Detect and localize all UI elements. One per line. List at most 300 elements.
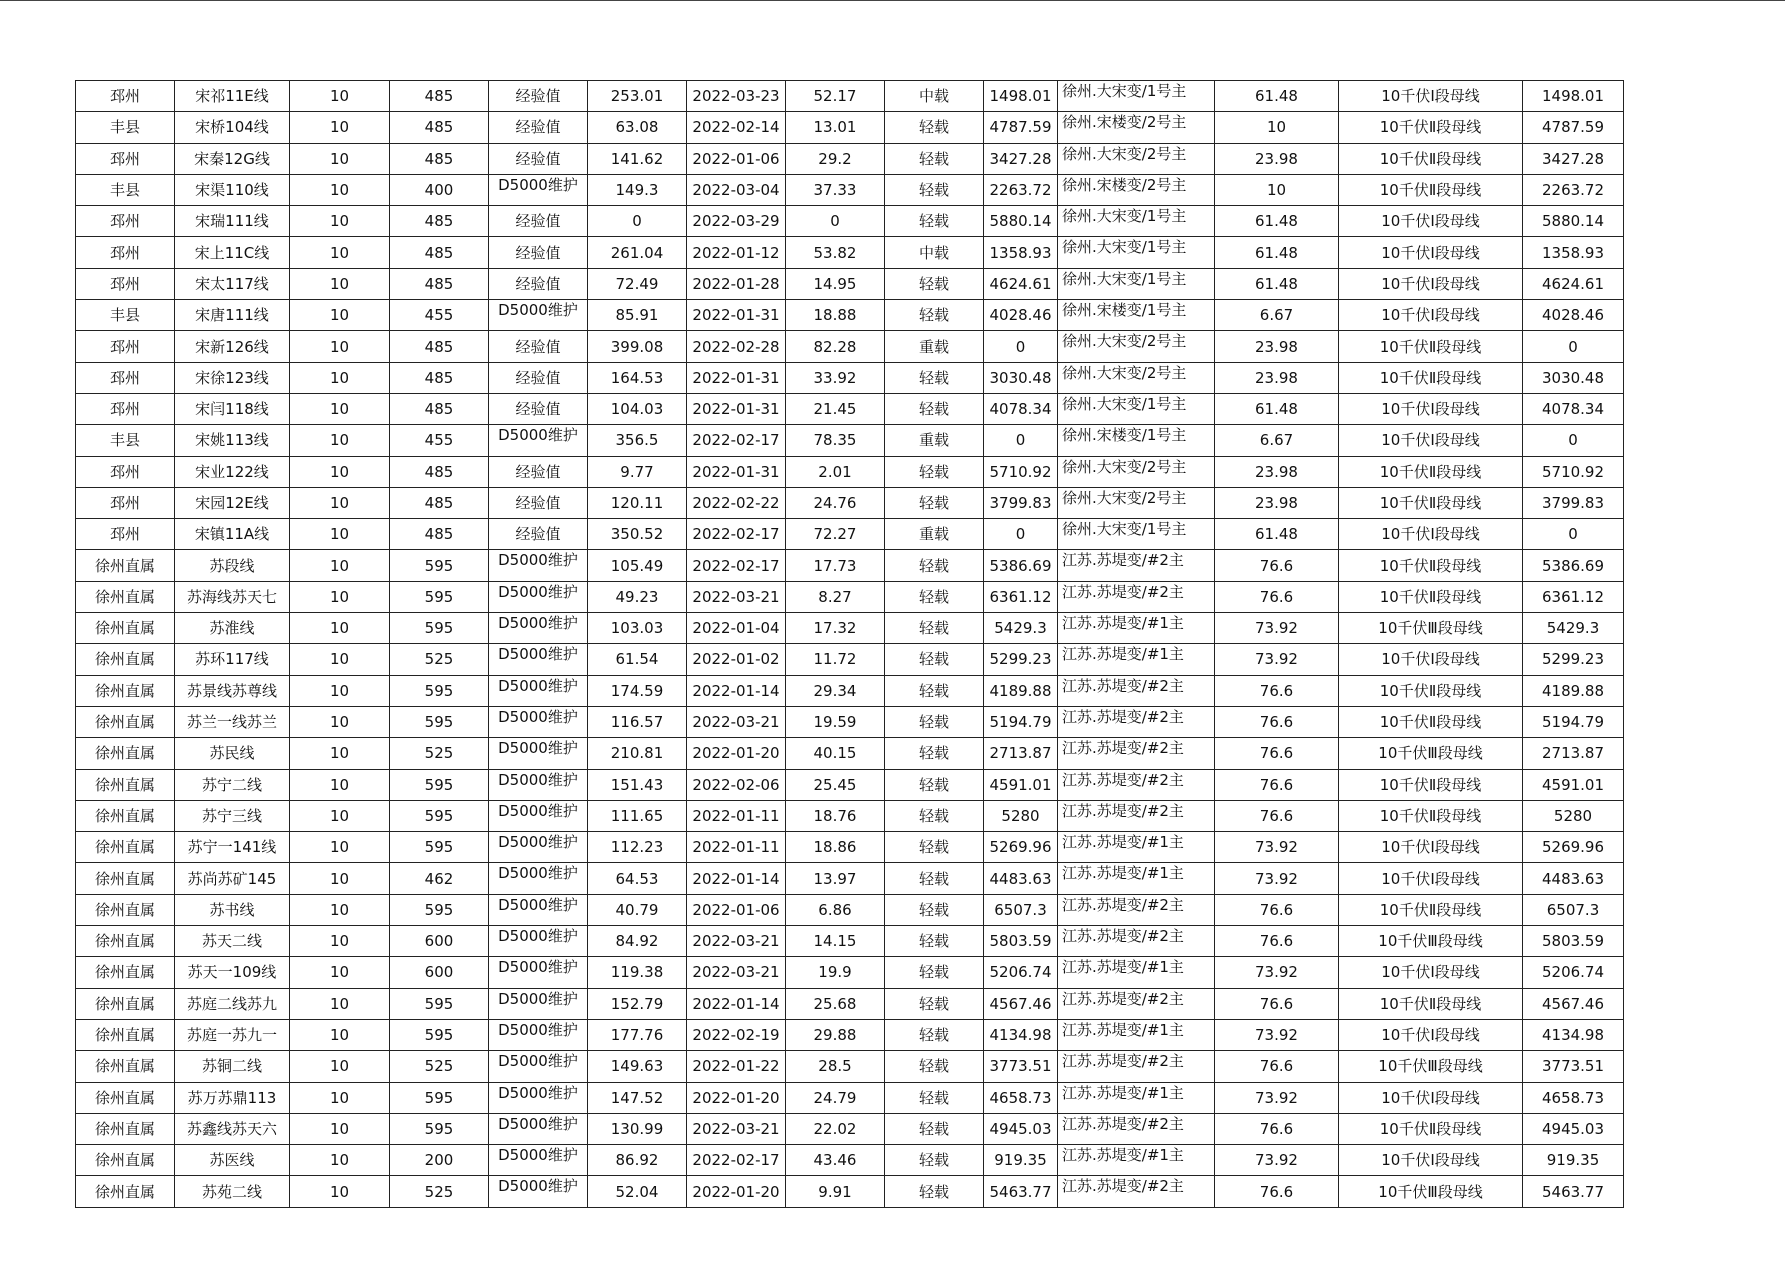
load-status-cell: 轻载: [885, 738, 984, 769]
date-cell: 2022-02-17: [687, 1145, 786, 1176]
date-cell: 2022-02-17: [687, 550, 786, 581]
bus-section-cell: 10千伏Ⅱ段母线: [1339, 581, 1523, 612]
rated-current-cell: 525: [390, 644, 489, 675]
feeder-name-cell: 宋上11C线: [175, 237, 290, 268]
rated-current-cell: 455: [390, 425, 489, 456]
rated-current-cell: 485: [390, 237, 489, 268]
source-method-cell: 经验值: [489, 393, 588, 424]
transformer-rate-cell: 76.6: [1215, 738, 1339, 769]
bus-section-cell: 10千伏Ⅰ段母线: [1339, 1019, 1523, 1050]
feeder-name-cell: 宋姚113线: [175, 425, 290, 456]
available-capacity-cell: 3030.48: [1523, 362, 1624, 393]
feeder-name-cell: 苏尚苏矿145: [175, 863, 290, 894]
table-body: [76, 81, 1624, 1208]
bus-section-cell: 10千伏Ⅱ段母线: [1339, 362, 1523, 393]
district-cell: 邳州: [76, 143, 175, 174]
voltage-cell: 10: [290, 268, 390, 299]
load-rate-cell: 18.76: [786, 800, 885, 831]
date-cell: 2022-01-20: [687, 1082, 786, 1113]
table-row: [76, 1113, 1624, 1144]
date-cell: 2022-03-21: [687, 926, 786, 957]
district-cell: 徐州直属: [76, 1145, 175, 1176]
transformer-cell: 徐州.大宋变/2号主: [1058, 143, 1215, 174]
date-cell: 2022-01-20: [687, 1176, 786, 1207]
transformer-cell: 江苏.苏堤变/#1主: [1058, 832, 1215, 863]
transformer-cell: 江苏.苏堤变/#2主: [1058, 675, 1215, 706]
available-capacity-cell: 6361.12: [1523, 581, 1624, 612]
available-capacity-cell: 919.35: [1523, 1145, 1624, 1176]
available-capacity-cell: 4134.98: [1523, 1019, 1624, 1050]
voltage-cell: 10: [290, 1051, 390, 1082]
feeder-name-cell: 苏苑二线: [175, 1176, 290, 1207]
rated-current-cell: 485: [390, 487, 489, 518]
spare-capacity-cell: 5206.74: [984, 957, 1058, 988]
source-method-cell: D5000维护: [489, 1019, 588, 1050]
date-cell: 2022-01-31: [687, 362, 786, 393]
available-capacity-cell: 3799.83: [1523, 487, 1624, 518]
transformer-rate-cell: 23.98: [1215, 362, 1339, 393]
voltage-cell: 10: [290, 832, 390, 863]
district-cell: 丰县: [76, 300, 175, 331]
date-cell: 2022-01-28: [687, 268, 786, 299]
transformer-rate-cell: 76.6: [1215, 675, 1339, 706]
load-status-cell: 轻载: [885, 894, 984, 925]
date-cell: 2022-02-17: [687, 425, 786, 456]
rated-current-cell: 595: [390, 550, 489, 581]
source-method-cell: 经验值: [489, 112, 588, 143]
source-method-cell: D5000维护: [489, 1051, 588, 1082]
rated-current-cell: 525: [390, 738, 489, 769]
feeder-name-cell: 苏宁三线: [175, 800, 290, 831]
transformer-rate-cell: 61.48: [1215, 519, 1339, 550]
load-rate-cell: 14.95: [786, 268, 885, 299]
load-status-cell: 轻载: [885, 706, 984, 737]
transformer-cell: 徐州.大宋变/2号主: [1058, 487, 1215, 518]
voltage-cell: 10: [290, 81, 390, 112]
load-rate-cell: 9.91: [786, 1176, 885, 1207]
available-capacity-cell: 4591.01: [1523, 769, 1624, 800]
available-capacity-cell: 5280: [1523, 800, 1624, 831]
available-capacity-cell: 0: [1523, 425, 1624, 456]
bus-section-cell: 10千伏Ⅰ段母线: [1339, 519, 1523, 550]
available-capacity-cell: 3427.28: [1523, 143, 1624, 174]
transformer-rate-cell: 61.48: [1215, 81, 1339, 112]
date-cell: 2022-02-17: [687, 519, 786, 550]
transformer-cell: 徐州.大宋变/1号主: [1058, 519, 1215, 550]
current-value-cell: 177.76: [588, 1019, 687, 1050]
table-row: [76, 268, 1624, 299]
current-value-cell: 356.5: [588, 425, 687, 456]
transformer-rate-cell: 76.6: [1215, 800, 1339, 831]
available-capacity-cell: 5429.3: [1523, 613, 1624, 644]
voltage-cell: 10: [290, 988, 390, 1019]
table-row: [76, 581, 1624, 612]
table-row: [76, 425, 1624, 456]
voltage-cell: 10: [290, 738, 390, 769]
feeder-name-cell: 苏庭一苏九一: [175, 1019, 290, 1050]
table-row: [76, 863, 1624, 894]
transformer-rate-cell: 76.6: [1215, 1051, 1339, 1082]
feeder-name-cell: 苏景线苏尊线: [175, 675, 290, 706]
bus-section-cell: 10千伏Ⅱ段母线: [1339, 112, 1523, 143]
load-status-cell: 轻载: [885, 174, 984, 205]
rated-current-cell: 400: [390, 174, 489, 205]
available-capacity-cell: 5269.96: [1523, 832, 1624, 863]
spare-capacity-cell: 6361.12: [984, 581, 1058, 612]
rated-current-cell: 595: [390, 832, 489, 863]
rated-current-cell: 485: [390, 206, 489, 237]
load-status-cell: 轻载: [885, 581, 984, 612]
bus-section-cell: 10千伏Ⅰ段母线: [1339, 237, 1523, 268]
current-value-cell: 104.03: [588, 393, 687, 424]
spare-capacity-cell: 5194.79: [984, 706, 1058, 737]
source-method-cell: D5000维护: [489, 769, 588, 800]
load-rate-cell: 21.45: [786, 393, 885, 424]
date-cell: 2022-01-11: [687, 800, 786, 831]
bus-section-cell: 10千伏Ⅰ段母线: [1339, 206, 1523, 237]
load-rate-cell: 14.15: [786, 926, 885, 957]
load-status-cell: 重载: [885, 425, 984, 456]
date-cell: 2022-01-04: [687, 613, 786, 644]
load-status-cell: 轻载: [885, 300, 984, 331]
load-rate-cell: 11.72: [786, 644, 885, 675]
transformer-rate-cell: 76.6: [1215, 1113, 1339, 1144]
table-row: [76, 957, 1624, 988]
current-value-cell: 9.77: [588, 456, 687, 487]
rated-current-cell: 525: [390, 1051, 489, 1082]
date-cell: 2022-02-14: [687, 112, 786, 143]
rated-current-cell: 462: [390, 863, 489, 894]
available-capacity-cell: 4624.61: [1523, 268, 1624, 299]
transformer-cell: 江苏.苏堤变/#2主: [1058, 769, 1215, 800]
load-status-cell: 中载: [885, 81, 984, 112]
spare-capacity-cell: 4591.01: [984, 769, 1058, 800]
district-cell: 徐州直属: [76, 581, 175, 612]
spare-capacity-cell: 5710.92: [984, 456, 1058, 487]
load-status-cell: 轻载: [885, 957, 984, 988]
spare-capacity-cell: 6507.3: [984, 894, 1058, 925]
current-value-cell: 111.65: [588, 800, 687, 831]
district-cell: 徐州直属: [76, 1113, 175, 1144]
transformer-cell: 江苏.苏堤变/#2主: [1058, 1113, 1215, 1144]
voltage-cell: 10: [290, 362, 390, 393]
spare-capacity-cell: 4945.03: [984, 1113, 1058, 1144]
table-row: [76, 1051, 1624, 1082]
transformer-rate-cell: 76.6: [1215, 894, 1339, 925]
rated-current-cell: 485: [390, 362, 489, 393]
bus-section-cell: 10千伏Ⅱ段母线: [1339, 769, 1523, 800]
date-cell: 2022-03-29: [687, 206, 786, 237]
voltage-cell: 10: [290, 706, 390, 737]
district-cell: 徐州直属: [76, 1082, 175, 1113]
table-row: [76, 206, 1624, 237]
bus-section-cell: 10千伏Ⅰ段母线: [1339, 81, 1523, 112]
feeder-name-cell: 苏兰一线苏兰: [175, 706, 290, 737]
available-capacity-cell: 4658.73: [1523, 1082, 1624, 1113]
transformer-rate-cell: 76.6: [1215, 581, 1339, 612]
spare-capacity-cell: 0: [984, 331, 1058, 362]
bus-section-cell: 10千伏Ⅱ段母线: [1339, 456, 1523, 487]
current-value-cell: 147.52: [588, 1082, 687, 1113]
voltage-cell: 10: [290, 1145, 390, 1176]
district-cell: 徐州直属: [76, 675, 175, 706]
transformer-rate-cell: 76.6: [1215, 926, 1339, 957]
load-rate-cell: 29.34: [786, 675, 885, 706]
load-rate-cell: 8.27: [786, 581, 885, 612]
table-row: [76, 832, 1624, 863]
bus-section-cell: 10千伏Ⅱ段母线: [1339, 487, 1523, 518]
rated-current-cell: 485: [390, 456, 489, 487]
transformer-cell: 江苏.苏堤变/#1主: [1058, 613, 1215, 644]
bus-section-cell: 10千伏Ⅰ段母线: [1339, 1082, 1523, 1113]
transformer-cell: 徐州.大宋变/2号主: [1058, 331, 1215, 362]
feeder-name-cell: 宋镇11A线: [175, 519, 290, 550]
voltage-cell: 10: [290, 393, 390, 424]
district-cell: 邳州: [76, 81, 175, 112]
spare-capacity-cell: 2263.72: [984, 174, 1058, 205]
load-status-cell: 轻载: [885, 613, 984, 644]
bus-section-cell: 10千伏Ⅲ段母线: [1339, 926, 1523, 957]
load-status-cell: 重载: [885, 519, 984, 550]
district-cell: 徐州直属: [76, 894, 175, 925]
current-value-cell: 61.54: [588, 644, 687, 675]
date-cell: 2022-01-14: [687, 863, 786, 894]
district-cell: 徐州直属: [76, 863, 175, 894]
load-status-cell: 轻载: [885, 769, 984, 800]
table-row: [76, 393, 1624, 424]
current-value-cell: 399.08: [588, 331, 687, 362]
district-cell: 邳州: [76, 519, 175, 550]
rated-current-cell: 595: [390, 1019, 489, 1050]
current-value-cell: 151.43: [588, 769, 687, 800]
table-row: [76, 550, 1624, 581]
current-value-cell: 72.49: [588, 268, 687, 299]
source-method-cell: D5000维护: [489, 1082, 588, 1113]
current-value-cell: 210.81: [588, 738, 687, 769]
available-capacity-cell: 4567.46: [1523, 988, 1624, 1019]
source-method-cell: D5000维护: [489, 863, 588, 894]
bus-section-cell: 10千伏Ⅰ段母线: [1339, 300, 1523, 331]
table-row: [76, 1082, 1624, 1113]
transformer-rate-cell: 23.98: [1215, 143, 1339, 174]
district-cell: 邳州: [76, 487, 175, 518]
load-rate-cell: 25.45: [786, 769, 885, 800]
bus-section-cell: 10千伏Ⅱ段母线: [1339, 988, 1523, 1019]
rated-current-cell: 595: [390, 1113, 489, 1144]
feeder-name-cell: 苏医线: [175, 1145, 290, 1176]
current-value-cell: 141.62: [588, 143, 687, 174]
voltage-cell: 10: [290, 926, 390, 957]
current-value-cell: 52.04: [588, 1176, 687, 1207]
current-value-cell: 152.79: [588, 988, 687, 1019]
available-capacity-cell: 4787.59: [1523, 112, 1624, 143]
source-method-cell: D5000维护: [489, 738, 588, 769]
transformer-cell: 徐州.大宋变/1号主: [1058, 237, 1215, 268]
rated-current-cell: 485: [390, 143, 489, 174]
source-method-cell: D5000维护: [489, 425, 588, 456]
table-row: [76, 644, 1624, 675]
feeder-name-cell: 苏庭二线苏九: [175, 988, 290, 1019]
voltage-cell: 10: [290, 331, 390, 362]
load-rate-cell: 78.35: [786, 425, 885, 456]
source-method-cell: D5000维护: [489, 800, 588, 831]
spare-capacity-cell: 5386.69: [984, 550, 1058, 581]
rated-current-cell: 595: [390, 581, 489, 612]
transformer-cell: 江苏.苏堤变/#2主: [1058, 1051, 1215, 1082]
voltage-cell: 10: [290, 519, 390, 550]
bus-section-cell: 10千伏Ⅱ段母线: [1339, 706, 1523, 737]
load-status-cell: 轻载: [885, 832, 984, 863]
source-method-cell: D5000维护: [489, 675, 588, 706]
load-rate-cell: 18.88: [786, 300, 885, 331]
spare-capacity-cell: 919.35: [984, 1145, 1058, 1176]
load-status-cell: 轻载: [885, 268, 984, 299]
district-cell: 邳州: [76, 393, 175, 424]
load-status-cell: 轻载: [885, 206, 984, 237]
current-value-cell: 130.99: [588, 1113, 687, 1144]
transformer-cell: 徐州.宋楼变/2号主: [1058, 112, 1215, 143]
transformer-cell: 徐州.大宋变/1号主: [1058, 393, 1215, 424]
district-cell: 邳州: [76, 456, 175, 487]
available-capacity-cell: 5386.69: [1523, 550, 1624, 581]
transformer-cell: 江苏.苏堤变/#2主: [1058, 550, 1215, 581]
voltage-cell: 10: [290, 800, 390, 831]
voltage-cell: 10: [290, 1113, 390, 1144]
transformer-rate-cell: 10: [1215, 174, 1339, 205]
date-cell: 2022-02-19: [687, 1019, 786, 1050]
available-capacity-cell: 5194.79: [1523, 706, 1624, 737]
spare-capacity-cell: 5299.23: [984, 644, 1058, 675]
table-row: [76, 519, 1624, 550]
load-rate-cell: 37.33: [786, 174, 885, 205]
load-rate-cell: 82.28: [786, 331, 885, 362]
available-capacity-cell: 5299.23: [1523, 644, 1624, 675]
current-value-cell: 116.57: [588, 706, 687, 737]
source-method-cell: 经验值: [489, 331, 588, 362]
current-value-cell: 86.92: [588, 1145, 687, 1176]
current-value-cell: 149.63: [588, 1051, 687, 1082]
source-method-cell: D5000维护: [489, 1176, 588, 1207]
table-row: [76, 456, 1624, 487]
table-row: [76, 362, 1624, 393]
load-rate-cell: 53.82: [786, 237, 885, 268]
rated-current-cell: 595: [390, 800, 489, 831]
bus-section-cell: 10千伏Ⅱ段母线: [1339, 174, 1523, 205]
feeder-name-cell: 宋桥104线: [175, 112, 290, 143]
bus-section-cell: 10千伏Ⅱ段母线: [1339, 675, 1523, 706]
bus-section-cell: 10千伏Ⅰ段母线: [1339, 425, 1523, 456]
transformer-rate-cell: 73.92: [1215, 1019, 1339, 1050]
load-rate-cell: 19.59: [786, 706, 885, 737]
available-capacity-cell: 1358.93: [1523, 237, 1624, 268]
available-capacity-cell: 4189.88: [1523, 675, 1624, 706]
source-method-cell: 经验值: [489, 81, 588, 112]
date-cell: 2022-01-31: [687, 300, 786, 331]
date-cell: 2022-03-21: [687, 1113, 786, 1144]
load-rate-cell: 0: [786, 206, 885, 237]
table-row: [76, 1176, 1624, 1207]
district-cell: 徐州直属: [76, 738, 175, 769]
table-row: [76, 300, 1624, 331]
load-rate-cell: 2.01: [786, 456, 885, 487]
available-capacity-cell: 5803.59: [1523, 926, 1624, 957]
voltage-cell: 10: [290, 1019, 390, 1050]
rated-current-cell: 455: [390, 300, 489, 331]
current-value-cell: 49.23: [588, 581, 687, 612]
feeder-name-cell: 宋太117线: [175, 268, 290, 299]
load-rate-cell: 24.79: [786, 1082, 885, 1113]
rated-current-cell: 525: [390, 1176, 489, 1207]
load-rate-cell: 17.32: [786, 613, 885, 644]
table-row: [76, 613, 1624, 644]
spare-capacity-cell: 4134.98: [984, 1019, 1058, 1050]
load-status-cell: 轻载: [885, 644, 984, 675]
bus-section-cell: 10千伏Ⅲ段母线: [1339, 1051, 1523, 1082]
source-method-cell: D5000维护: [489, 706, 588, 737]
transformer-rate-cell: 76.6: [1215, 1176, 1339, 1207]
transformer-rate-cell: 61.48: [1215, 268, 1339, 299]
source-method-cell: D5000维护: [489, 174, 588, 205]
transformer-cell: 江苏.苏堤变/#1主: [1058, 1145, 1215, 1176]
transformer-cell: 江苏.苏堤变/#1主: [1058, 957, 1215, 988]
date-cell: 2022-03-21: [687, 581, 786, 612]
date-cell: 2022-03-23: [687, 81, 786, 112]
feeder-name-cell: 苏宁一141线: [175, 832, 290, 863]
district-cell: 邳州: [76, 331, 175, 362]
transformer-cell: 徐州.宋楼变/1号主: [1058, 300, 1215, 331]
available-capacity-cell: 6507.3: [1523, 894, 1624, 925]
load-status-cell: 轻载: [885, 1082, 984, 1113]
voltage-cell: 10: [290, 425, 390, 456]
transformer-cell: 江苏.苏堤变/#2主: [1058, 926, 1215, 957]
rated-current-cell: 595: [390, 706, 489, 737]
date-cell: 2022-03-21: [687, 706, 786, 737]
bus-section-cell: 10千伏Ⅰ段母线: [1339, 268, 1523, 299]
transformer-rate-cell: 73.92: [1215, 1082, 1339, 1113]
rated-current-cell: 595: [390, 675, 489, 706]
table-row: [76, 487, 1624, 518]
date-cell: 2022-01-11: [687, 832, 786, 863]
table-row: [76, 112, 1624, 143]
current-value-cell: 149.3: [588, 174, 687, 205]
district-cell: 徐州直属: [76, 1051, 175, 1082]
spare-capacity-cell: 3773.51: [984, 1051, 1058, 1082]
available-capacity-cell: 0: [1523, 519, 1624, 550]
district-cell: 邳州: [76, 362, 175, 393]
district-cell: 邳州: [76, 237, 175, 268]
feeder-name-cell: 苏环117线: [175, 644, 290, 675]
voltage-cell: 10: [290, 675, 390, 706]
current-value-cell: 261.04: [588, 237, 687, 268]
table-row: [76, 988, 1624, 1019]
available-capacity-cell: 5710.92: [1523, 456, 1624, 487]
load-status-cell: 重载: [885, 331, 984, 362]
load-rate-cell: 25.68: [786, 988, 885, 1019]
load-status-cell: 轻载: [885, 487, 984, 518]
district-cell: 徐州直属: [76, 1176, 175, 1207]
voltage-cell: 10: [290, 957, 390, 988]
load-status-cell: 轻载: [885, 1051, 984, 1082]
transformer-rate-cell: 76.6: [1215, 988, 1339, 1019]
transformer-cell: 徐州.大宋变/1号主: [1058, 268, 1215, 299]
load-rate-cell: 6.86: [786, 894, 885, 925]
rated-current-cell: 200: [390, 1145, 489, 1176]
voltage-cell: 10: [290, 1176, 390, 1207]
current-value-cell: 40.79: [588, 894, 687, 925]
feeder-name-cell: 苏鑫线苏天六: [175, 1113, 290, 1144]
district-cell: 徐州直属: [76, 957, 175, 988]
date-cell: 2022-02-28: [687, 331, 786, 362]
